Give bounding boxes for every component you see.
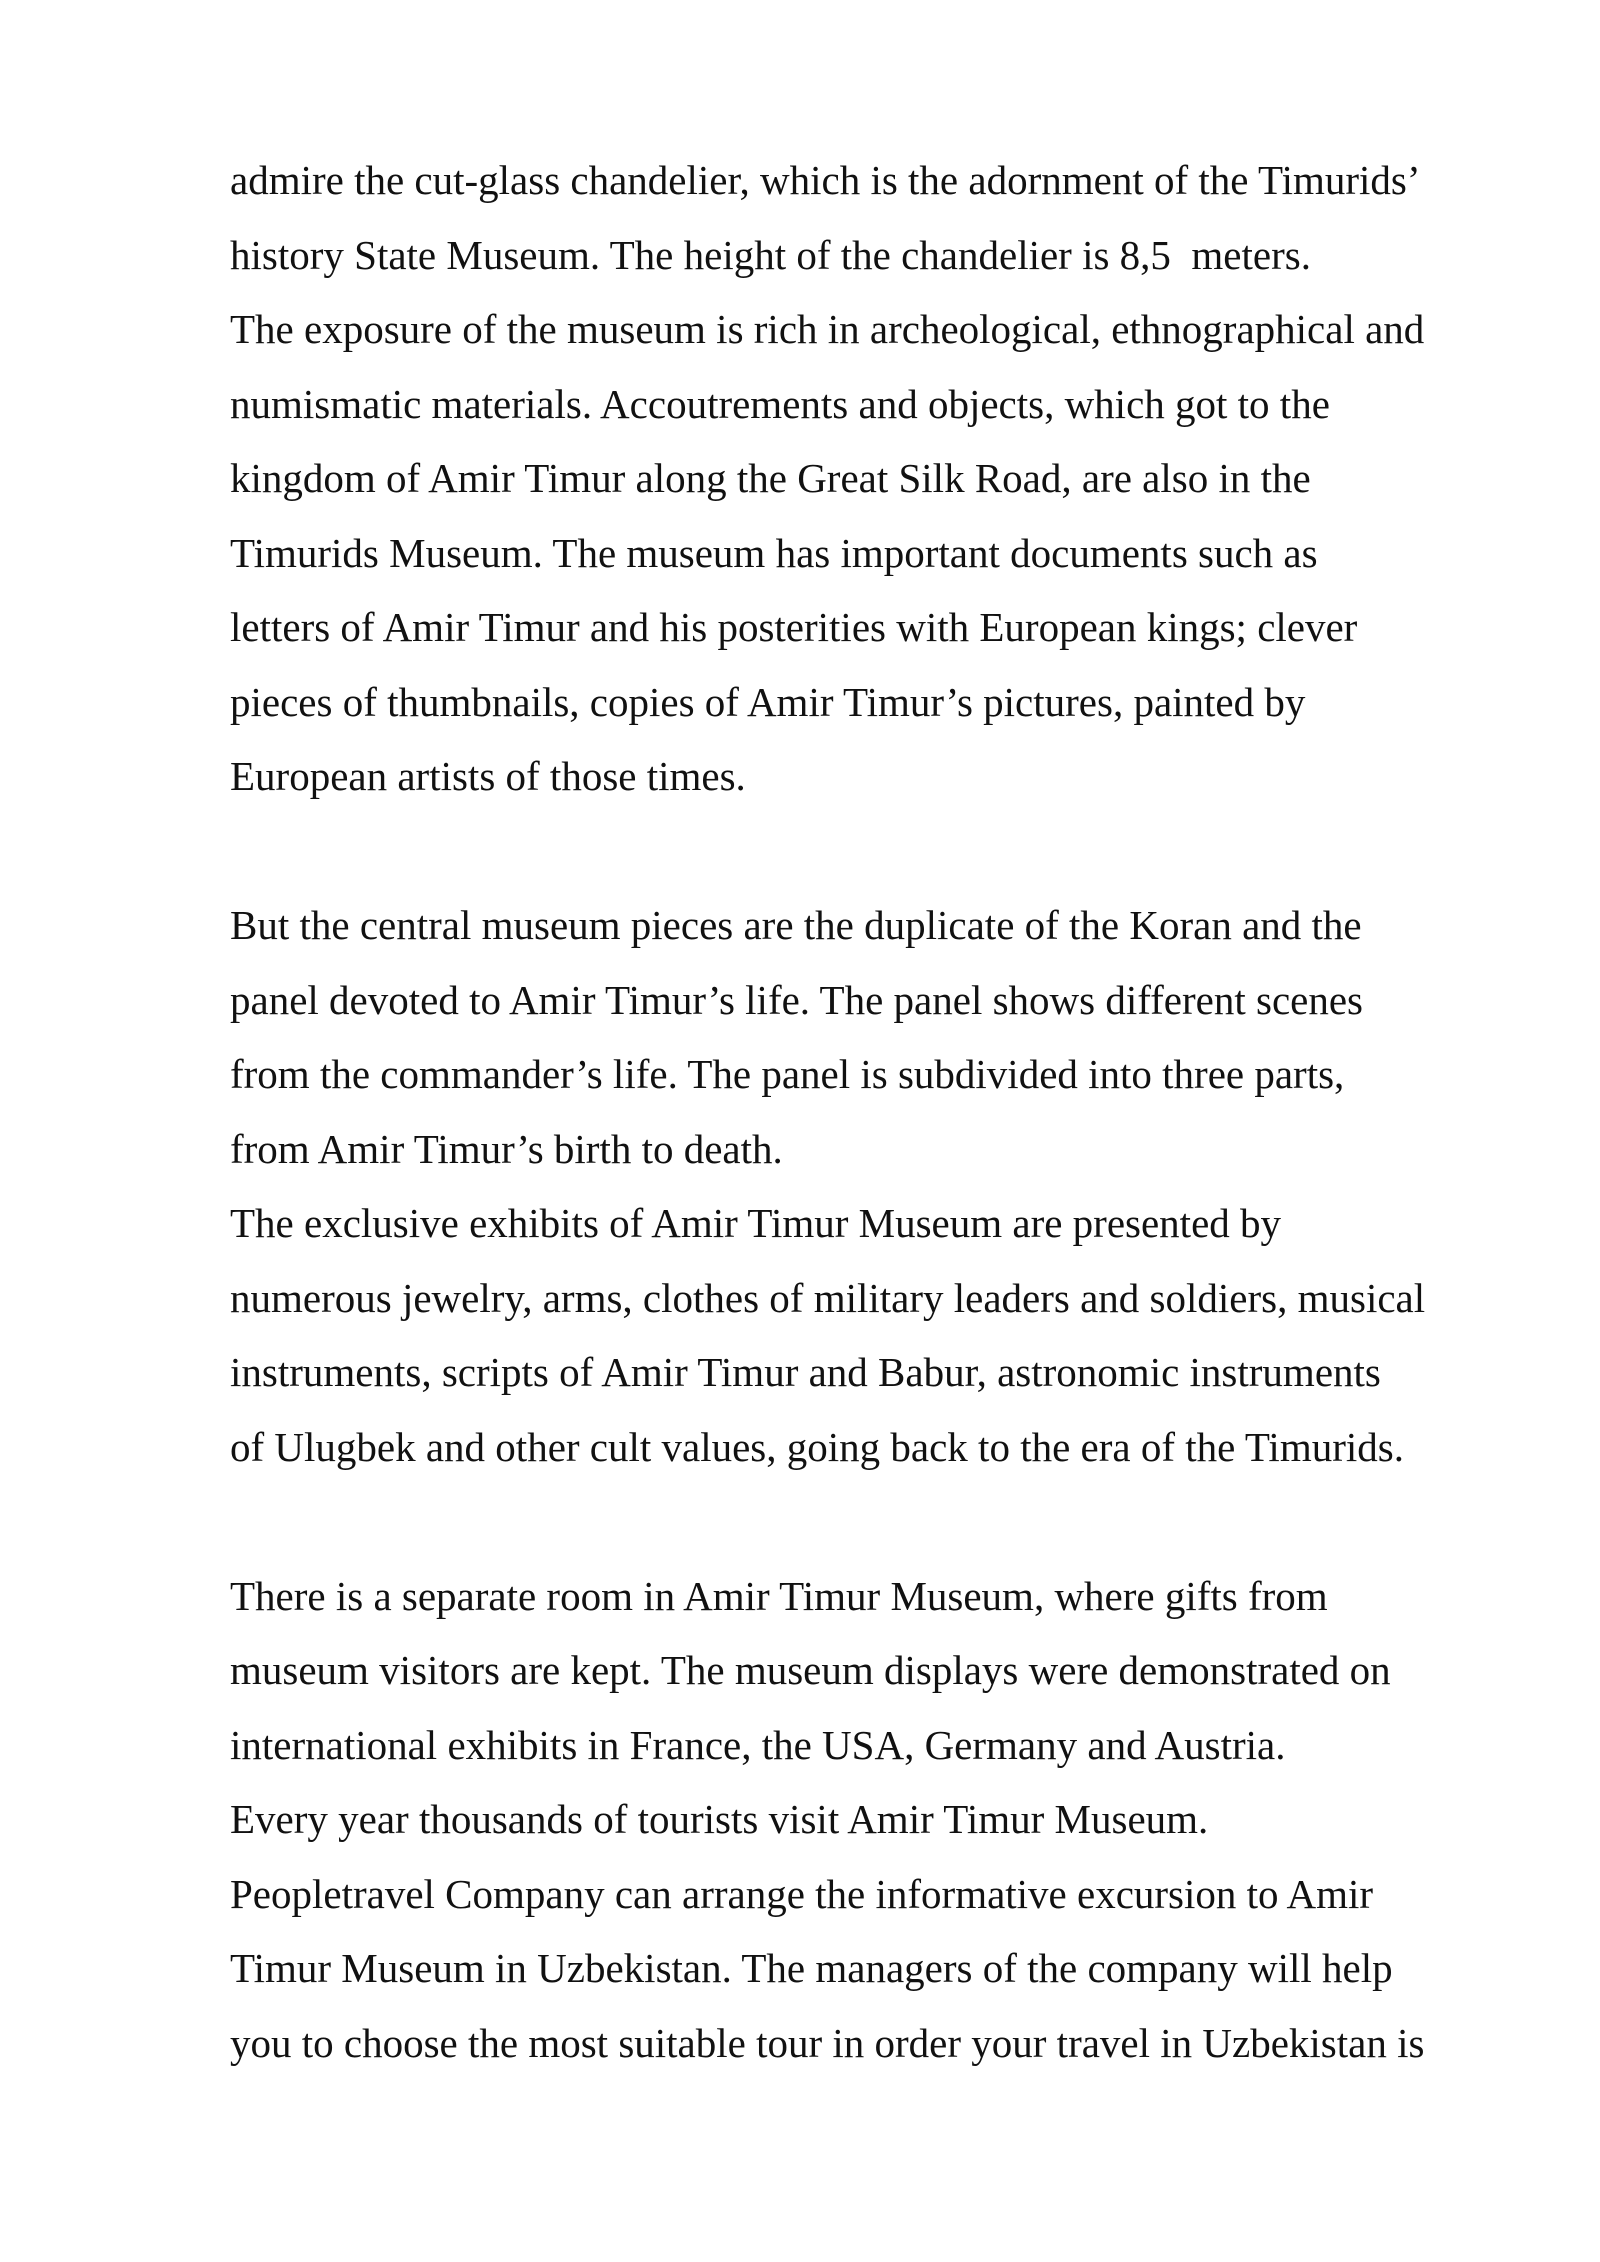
text-line: international exhibits in France, the USA, Germany and Austria. — [230, 1721, 1286, 1768]
text-line: But the central museum pieces are the duplicate of the Koran and the — [230, 902, 1362, 948]
text-line: history State Museum. The height of the chandelier is 8,5 meters. — [230, 231, 1311, 278]
text-line: Every year thousands of tourists visit Amir Timur Museum. — [230, 1796, 1209, 1842]
text-line: museum visitors are kept. The museum displays were demonstrated on — [230, 1647, 1391, 1693]
text-line: The exposure of the museum is rich in archeological, ethnographical and — [230, 306, 1425, 352]
text-line: from Amir Timur’s birth to death. — [230, 1125, 783, 1172]
text-line: you to choose the most suitable tour in order your travel in Uzbekistan is — [230, 2019, 1425, 2066]
text-line: Timur Museum in Uzbekistan. The managers of the company will help — [230, 1945, 1393, 1991]
text-line: Timurids Museum. The museum has important documents such as — [230, 529, 1318, 576]
text-line: panel devoted to Amir Timur’s life. The panel shows different scenes — [230, 976, 1364, 1023]
document-body — [230, 143, 1530, 2080]
text-line: pieces of thumbnails, copies of Amir Timur’s pictures, painted by — [230, 678, 1306, 725]
text-line: instruments, scripts of Amir Timur and Babur, astronomic instruments — [230, 1349, 1381, 1395]
text-line: The exclusive exhibits of Amir Timur Museum are presented by — [230, 1200, 1282, 1246]
text-line: numismatic materials. Accoutrements and objects, which got to the — [230, 380, 1330, 427]
text-line: numerous jewelry, arms, clothes of military leaders and soldiers, musical — [230, 1274, 1426, 1321]
text-line: from the commander’s life. The panel is subdivided into three parts, — [230, 1051, 1345, 1097]
text-line: There is a separate room in Amir Timur Museum, where gifts from — [230, 1572, 1328, 1619]
text-line: kingdom of Amir Timur along the Great Silk Road, are also in the — [230, 455, 1311, 501]
paragraph-spacer — [230, 814, 1530, 889]
text-line: European artists of those times. — [230, 753, 746, 799]
text-line: admire the cut-glass chandelier, which is the adornment of the Timurids’ — [230, 157, 1421, 203]
paragraph-chandelier-exposure — [230, 143, 1530, 814]
text-line: letters of Amir Timur and his posterities with European kings; clever — [230, 604, 1358, 650]
paragraph-spacer — [230, 1484, 1530, 1559]
text-line: of Ulugbek and other cult values, going back to the era of the Timurids. — [230, 1423, 1404, 1470]
paragraph-central-pieces — [230, 888, 1530, 1484]
text-line: Peopletravel Company can arrange the informative excursion to Amir — [230, 1870, 1374, 1917]
paragraph-gifts-room — [230, 1559, 1530, 2081]
